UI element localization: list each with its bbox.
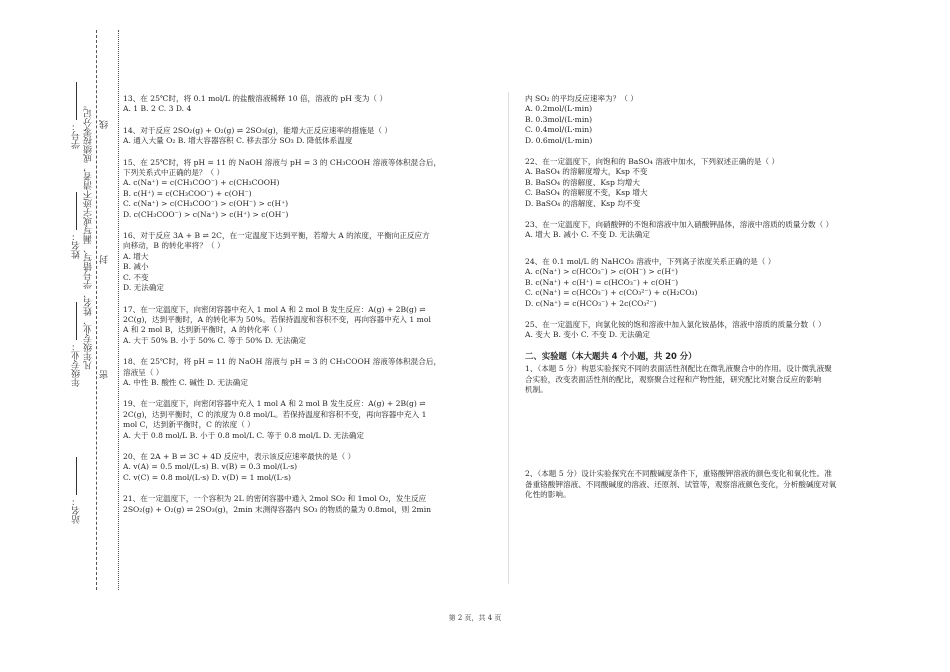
- student-id-label: 学号：: [72, 80, 82, 149]
- question-23: 23、在一定温度下，向硝酸钾的不饱和溶液中加入硝酸钾晶体，溶液中溶质的质量分数（ ） A. 增大 B. 减小 C. 不变 D. 无法确定: [525, 220, 834, 240]
- name-label: 姓名：: [72, 190, 82, 259]
- question-22: 22、在一定温度下，向饱和的 BaSO₄ 溶液中加水，下列叙述正确的是（ ） A. BaSO₄ 的溶解度增大，Ksp 不变 B. BaSO₄ 的溶解度、Ksp 均增大 C. BaSO₄ 的溶解度不变，Ksp 增大 D. BaSO₄ 的溶解度、Ksp 均不变: [525, 157, 780, 208]
- major-label: 年级专业：: [72, 300, 82, 387]
- question-16: 16、对于反应 3A + B ⇌ 2C，在一定温度下达到平衡，若增大 A 的浓度，平衡向正反应方 向移动，B 的转化率将？（ ） A. 增大 B. 减小 C. 不变 D. 无法确定: [123, 231, 430, 293]
- column-divider: [508, 92, 509, 584]
- question-25: 25、在一定温度下，向氯化铵的饱和溶液中加入氯化铵晶体，溶液中溶质的质量分数（ ） A. 变大 B. 变小 C. 不变 D. 无法确定: [525, 319, 826, 340]
- question-24: 24、在 0.1 mol/L 的 NaHCO₃ 溶液中，下列离子浓度关系正确的是（ ） A. c(Na⁺) > c(HCO₃⁻) > c(OH⁻) > c(H⁺) B. c(Na⁺) + c(H⁺) = c(HCO₃⁻) + c(OH⁻) C. c(Na⁺) = c(HCO₃⁻) + c(CO₃²⁻) + c(H₂CO₃) D. c(Na⁺) = c(HCO₃⁻) + 2c(CO₃²⁻): [525, 256, 776, 308]
- seal-char-mi: 密: [100, 370, 110, 379]
- right-column: [525, 94, 885, 512]
- question-14: 14、对于反应 2SO₂(g) + O₂(g) ⇌ 2SO₃(g)，能增大正反应速率的措施是（ ） A. 通入大量 O₂ B. 增大容器容积 C. 移去部分 SO₃ D. 降低体系温度: [123, 125, 392, 146]
- question-18: 18、在 25℃时，将 pH = 11 的 NaOH 溶液与 pH = 3 的 CH₃COOH 溶液等体积混合后， 溶液呈（ ） A. 中性 B. 酸性 C. 碱性 D. 无法确定: [123, 357, 442, 387]
- binding-dotted-line: [118, 30, 119, 590]
- section-2-title: 二、实验题（本大题共 4 个小题，共 20 分）: [525, 350, 697, 361]
- question-20: 20、在 2A + B ⇌ 3C + 4D 反应中，表示该反应速率最快的是（ ） A. v(A) = 0.5 mol/(L·s) B. v(B) = 0.3 mol/(L·s) C. v(C) = 0.8 mol/(L·s) D. v(D) = 1 mol/(L·s): [123, 451, 356, 482]
- seal-char-feng: 封: [100, 255, 110, 264]
- experiment-question-2: 2、（本题 5 分）设计实验探究在不同酸碱度条件下，重铬酸钾溶液的颜色变化和氧化性。准 备重铬酸钾溶液、不同酸碱度的溶液、还原剂、试管等，观察溶液颜色变化，分析酸碱度对氧 化性的影响。: [525, 469, 837, 500]
- question-21-continued: 内 SO₂ 的平均反应速率为？（ ） A. 0.2mol/(L·min) B. 0.3mol/(L·min) C. 0.4mol/(L·min) D. 0.6mol/(L·min): [525, 94, 638, 145]
- left-column: [123, 94, 478, 526]
- question-21: 21、在一定温度下，一个容积为 2L 的密闭容器中通入 2mol SO₂ 和 1mol O₂，发生反应 2SO₂(g) + O₂(g) ⇌ 2SO₃(g)，2min 末测得容器内 SO₃ 的物质的量为 0.8mol，则 2min: [123, 494, 432, 514]
- question-19: 19、在一定温度下，向密闭容器中充入 1 mol A 和 2 mol B 发生反应：A(g) + 2B(g) ⇌ 2C(g)，达到平衡时，C 的浓度为 0.8 mol/L。若保持温度和容积不变，再向容器中充入 1 mol C，达到新平衡时，C 的浓度（ ） A. 大于 0.8 mol/L B. 小于 0.8 mol/L C. 等于 0.8 mol/L D. 无法确定: [123, 399, 427, 440]
- binding-dashed-line: [96, 30, 97, 590]
- binding-warning: 凡年级专业、姓名、学号错写、漏写或字迹不清者，成绩按零分记。: [84, 100, 94, 370]
- question-17: 17、在一定温度下，向密闭容器中充入 1 mol A 和 2 mol B 发生反应：A(g) + 2B(g) ⇌ 2C(g)，达到平衡时，A 的转化率为 50%。若保持温度和容积不变，再向容器中充入 1 mol A 和 2 mol B，达到新平衡时，A 的转化率（ ） A. 大于 50% B. 小于 50% C. 等于 50% D. 无法确定: [123, 304, 431, 345]
- question-15: 15、在 25℃时，将 pH = 11 的 NaOH 溶液与 pH = 3 的 CH₃COOH 溶液等体积混合后， 下列关系式中正确的是？（ ） A. c(Na⁺) = c(CH₃COO⁻) + c(CH₃COOH) B. c(H⁺) = c(CH₃COO⁻) + c(OH⁻) C. c(Na⁺) > c(CH₃COO⁻) > c(OH⁻) > c(H⁺) D. c(CH₃COO⁻) > c(Na⁺) > c(H⁺) > c(OH⁻): [123, 157, 442, 219]
- page-number: 第 2 页，共 4 页: [448, 614, 502, 622]
- seal-char-xian: 线: [100, 120, 110, 129]
- exam-site-label: 站名：: [72, 455, 82, 524]
- question-13: 13、在 25℃时，将 0.1 mol/L 的盐酸溶液稀释 10 倍，溶液的 pH 变为（ ） A. 1 B. 2 C. 3 D. 4: [123, 94, 388, 114]
- experiment-question-1: 1、（本题 5 分）构思实验探究不同的表面活性剂配比在微乳液聚合中的作用。设计微乳液聚 合实验，改变表面活性剂的配比，观察聚合过程和产物性能，研究配比对聚合反应的影响 机制。: [525, 364, 832, 394]
